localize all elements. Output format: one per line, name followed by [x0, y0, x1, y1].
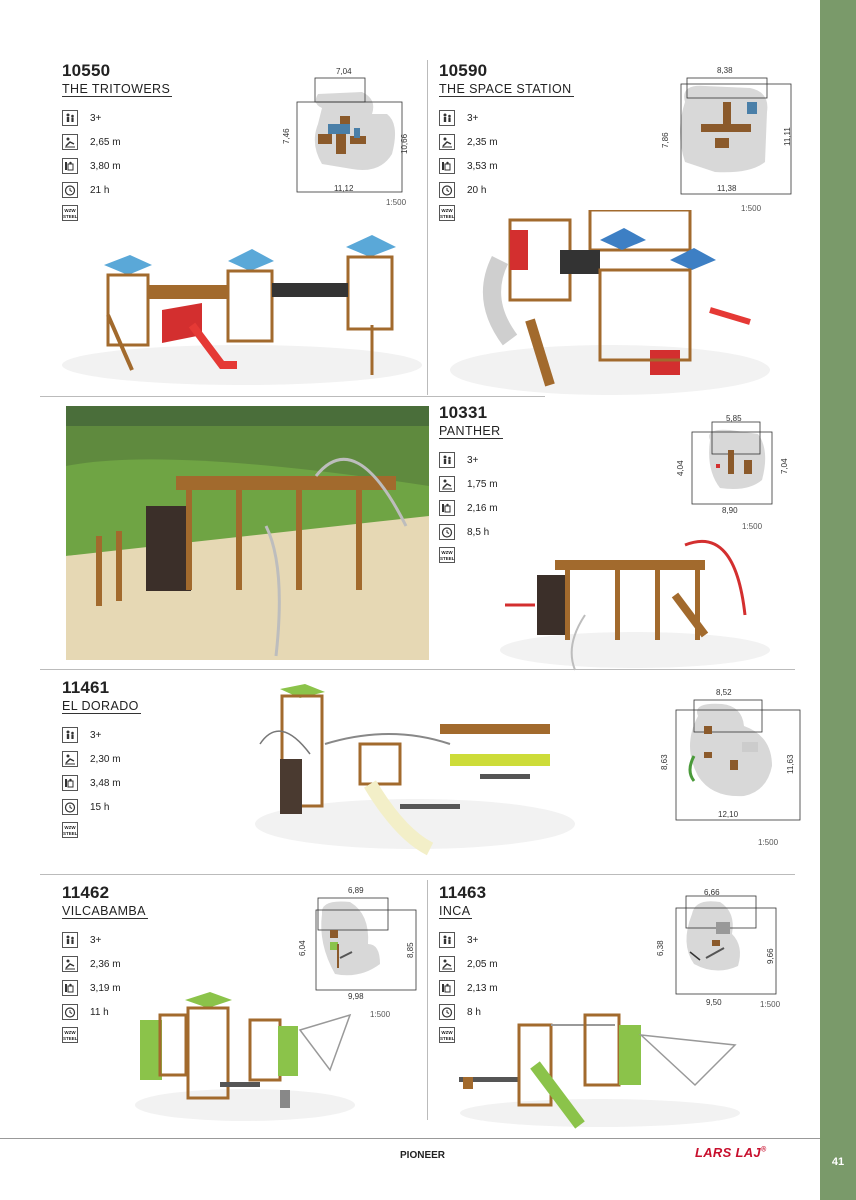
product-name: THE SPACE STATION: [439, 82, 572, 96]
age-value: 3+: [467, 934, 479, 946]
wzw-steel-badge: WZW STEEL: [62, 205, 78, 221]
time-value: 20 h: [467, 184, 487, 196]
product-10590: [439, 62, 574, 221]
clock-icon: [439, 524, 455, 540]
playground-illustration-10590: [440, 210, 770, 400]
product-code: 10331: [439, 403, 488, 422]
age-value: 3+: [467, 112, 479, 124]
age-value: 3+: [90, 934, 102, 946]
age-icon: [439, 452, 455, 468]
footer-series-name: PIONEER: [400, 1150, 446, 1161]
time-value: 11 h: [90, 1006, 109, 1018]
panther-scene-photo: [66, 406, 429, 660]
fall-value: 2,13 m: [467, 982, 498, 994]
wzw-steel-badge: WZW STEEL: [62, 822, 78, 838]
product-code: 11461: [62, 678, 110, 697]
plan-dim-right: 8,85: [406, 942, 415, 958]
plan-dim-left: 6,38: [656, 940, 665, 956]
floor-plan-10590: [655, 62, 805, 217]
fall-height-icon: [439, 134, 455, 150]
fall-height-icon: [439, 476, 455, 492]
fall-height-icon: [62, 956, 78, 972]
floor-plan-10331: [670, 410, 800, 535]
plan-dim-left: 6,04: [298, 940, 307, 956]
plan-dim-top: 6,89: [348, 886, 364, 895]
plan-dim-right: 11,11: [783, 127, 792, 146]
plan-scale: 1:500: [370, 1010, 391, 1019]
product-name: EL DORADO: [62, 699, 139, 713]
plan-scale: 1:500: [760, 1000, 781, 1009]
time-value: 8,5 h: [467, 526, 490, 538]
wzw-steel-badge: WZW STEEL: [439, 205, 455, 221]
product-code: 11462: [62, 883, 110, 902]
clock-icon: [62, 799, 78, 815]
product-10331: [439, 404, 503, 563]
plan-dim-bottom: 11,38: [717, 184, 737, 193]
spec-list: [62, 106, 172, 221]
wzw-steel-badge: WZW STEEL: [439, 547, 455, 563]
plan-scale: 1:500: [758, 838, 779, 847]
plan-dim-bottom: 9,50: [706, 998, 722, 1007]
product-10550: [62, 62, 172, 221]
wzw-steel-badge: WZW STEEL: [62, 1027, 78, 1043]
product-name: PANTHER: [439, 424, 501, 438]
divider: [427, 880, 428, 1120]
age-value: 3+: [90, 729, 102, 741]
playground-illustration-10550: [52, 225, 422, 390]
side-band: [820, 0, 856, 1200]
product-name: VILCABAMBA: [62, 904, 146, 918]
wzw-steel-badge: WZW STEEL: [439, 1027, 455, 1043]
floor-plan-10550: [282, 64, 422, 214]
clock-icon: [62, 1004, 78, 1020]
divider: [427, 60, 428, 395]
age-icon: [62, 727, 78, 743]
plan-dim-right: 11,63: [786, 754, 795, 774]
plan-dim-left: 8,63: [660, 754, 669, 770]
area-icon: [439, 500, 455, 516]
fall-value: 3,80 m: [90, 160, 121, 172]
plan-dim-left: 7,86: [661, 132, 670, 148]
height-value: 1,75 m: [467, 478, 498, 490]
fall-height-icon: [439, 956, 455, 972]
clock-icon: [439, 1004, 455, 1020]
area-icon: [62, 775, 78, 791]
fall-value: 2,16 m: [467, 502, 498, 514]
area-icon: [439, 158, 455, 174]
product-11461: [62, 679, 141, 838]
plan-dim-top: 6,66: [704, 888, 720, 897]
area-icon: [439, 980, 455, 996]
fall-value: 3,19 m: [90, 982, 121, 994]
plan-dim-bottom: 9,98: [348, 992, 364, 1001]
plan-dim-top: 8,52: [716, 688, 732, 697]
product-code: 10590: [439, 61, 488, 80]
age-icon: [62, 110, 78, 126]
playground-illustration-11463: [455, 1005, 745, 1130]
plan-dim-top: 7,04: [336, 67, 352, 76]
plan-dim-right: 10,66: [400, 133, 409, 154]
fall-value: 3,53 m: [467, 160, 498, 172]
spec-list: [62, 723, 141, 838]
playground-illustration-11462: [130, 990, 360, 1125]
height-value: 2,35 m: [467, 136, 498, 148]
playground-illustration-10331: [495, 525, 775, 675]
plan-scale: 1:500: [386, 198, 407, 207]
plan-dim-right: 9,66: [766, 948, 775, 964]
floor-plan-11463: [640, 884, 790, 1014]
age-value: 3+: [90, 112, 102, 124]
area-icon: [62, 980, 78, 996]
age-value: 3+: [467, 454, 479, 466]
plan-dim-right: 7,04: [780, 458, 789, 474]
brand-logo: LARS LAJ®: [695, 1145, 767, 1160]
plan-dim-top: 8,38: [717, 66, 733, 75]
age-icon: [62, 932, 78, 948]
time-value: 15 h: [90, 801, 110, 813]
playground-illustration-11461: [250, 684, 580, 864]
divider: [40, 874, 795, 875]
spec-list: [439, 448, 503, 563]
spec-list: [439, 106, 574, 221]
footer-rule: [0, 1138, 820, 1139]
plan-scale: 1:500: [742, 522, 763, 531]
time-value: 8 h: [467, 1006, 481, 1018]
fall-height-icon: [62, 751, 78, 767]
time-value: 21 h: [90, 184, 110, 196]
height-value: 2,05 m: [467, 958, 498, 970]
height-value: 2,30 m: [90, 753, 121, 765]
plan-dim-left: 7,46: [282, 128, 291, 144]
plan-dim-bottom: 12,10: [718, 810, 739, 819]
product-name: INCA: [439, 904, 471, 918]
plan-dim-bottom: 8,90: [722, 506, 738, 515]
floor-plan-11461: [652, 686, 802, 851]
clock-icon: [439, 182, 455, 198]
plan-dim-left: 4,04: [676, 460, 685, 476]
height-value: 2,65 m: [90, 136, 121, 148]
plan-dim-top: 5,85: [726, 414, 742, 423]
clock-icon: [62, 182, 78, 198]
height-value: 2,36 m: [90, 958, 121, 970]
fall-height-icon: [62, 134, 78, 150]
area-icon: [62, 158, 78, 174]
product-code: 10550: [62, 61, 111, 80]
fall-value: 3,48 m: [90, 777, 121, 789]
product-code: 11463: [439, 883, 487, 902]
plan-dim-bottom: 11,12: [334, 184, 354, 193]
plan-scale: 1:500: [741, 204, 762, 213]
product-name: THE TRITOWERS: [62, 82, 171, 96]
age-icon: [439, 932, 455, 948]
age-icon: [439, 110, 455, 126]
page-number: 41: [831, 1156, 845, 1168]
